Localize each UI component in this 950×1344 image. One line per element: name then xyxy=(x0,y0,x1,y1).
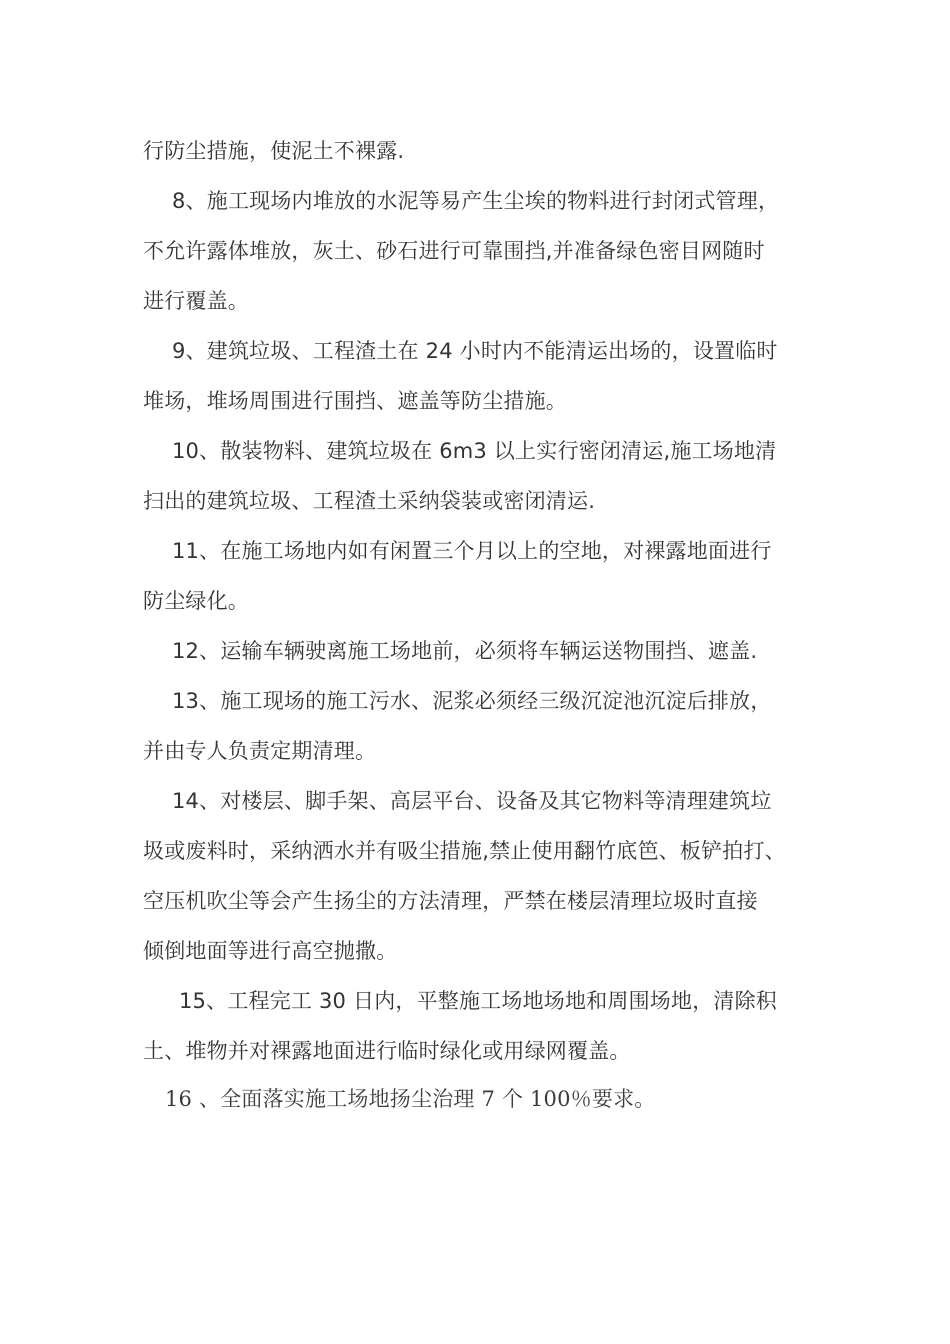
text-line-5: 9、建筑垃圾、工程渣土在 24 小时内不能清运出场的，设置临时 xyxy=(172,339,778,363)
text-line-18: 15、工程完工 30 日内，平整施工场地场地和周围场地，清除积 xyxy=(179,989,777,1013)
text-line-10: 防尘绿化。 xyxy=(143,589,249,613)
text-line-11: 12、运输车辆驶离施工场地前，必须将车辆运送物围挡、遮盖. xyxy=(172,639,758,663)
text-line-9: 11、在施工场地内如有闲置三个月以上的空地，对裸露地面进行 xyxy=(172,539,772,563)
text-line-7: 10、散装物料、建筑垃圾在 6m3 以上实行密闭清运,施工场地清 xyxy=(172,439,777,463)
text-line-17: 倾倒地面等进行高空抛撒。 xyxy=(143,939,398,963)
text-line-3: 不允许露体堆放，灰土、砂石进行可靠围挡,并准备绿色密目网随时 xyxy=(143,239,765,263)
text-line-2: 8、施工现场内堆放的水泥等易产生尘埃的物料进行封闭式管理， xyxy=(172,189,780,213)
text-line-14: 14、对楼层、脚手架、高层平台、设备及其它物料等清理建筑垃 xyxy=(172,789,772,813)
text-line-15: 圾或废料时，采纳洒水并有吸尘措施,禁止使用翻竹底笆、板铲拍打、 xyxy=(143,839,786,863)
text-line-12: 13、施工现场的施工污水、泥浆必须经三级沉淀池沉淀后排放， xyxy=(172,689,772,713)
text-line-8: 扫出的建筑垃圾、工程渣土采纳袋装或密闭清运. xyxy=(143,489,596,513)
text-line-20: 16 、全面落实施工场地扬尘治理 7 个 100％要求。 xyxy=(165,1087,656,1111)
text-line-6: 堆场，堆场周围进行围挡、遮盖等防尘措施。 xyxy=(143,389,567,413)
text-line-19: 土、堆物并对裸露地面进行临时绿化或用绿网覆盖。 xyxy=(143,1039,631,1063)
text-line-4: 进行覆盖。 xyxy=(143,289,249,313)
text-line-16: 空压机吹尘等会产生扬尘的方法清理，严禁在楼层清理垃圾时直接 xyxy=(143,889,758,913)
text-line-13: 并由专人负责定期清理。 xyxy=(143,739,377,763)
text-line-1: 行防尘措施，使泥土不裸露. xyxy=(143,139,405,163)
